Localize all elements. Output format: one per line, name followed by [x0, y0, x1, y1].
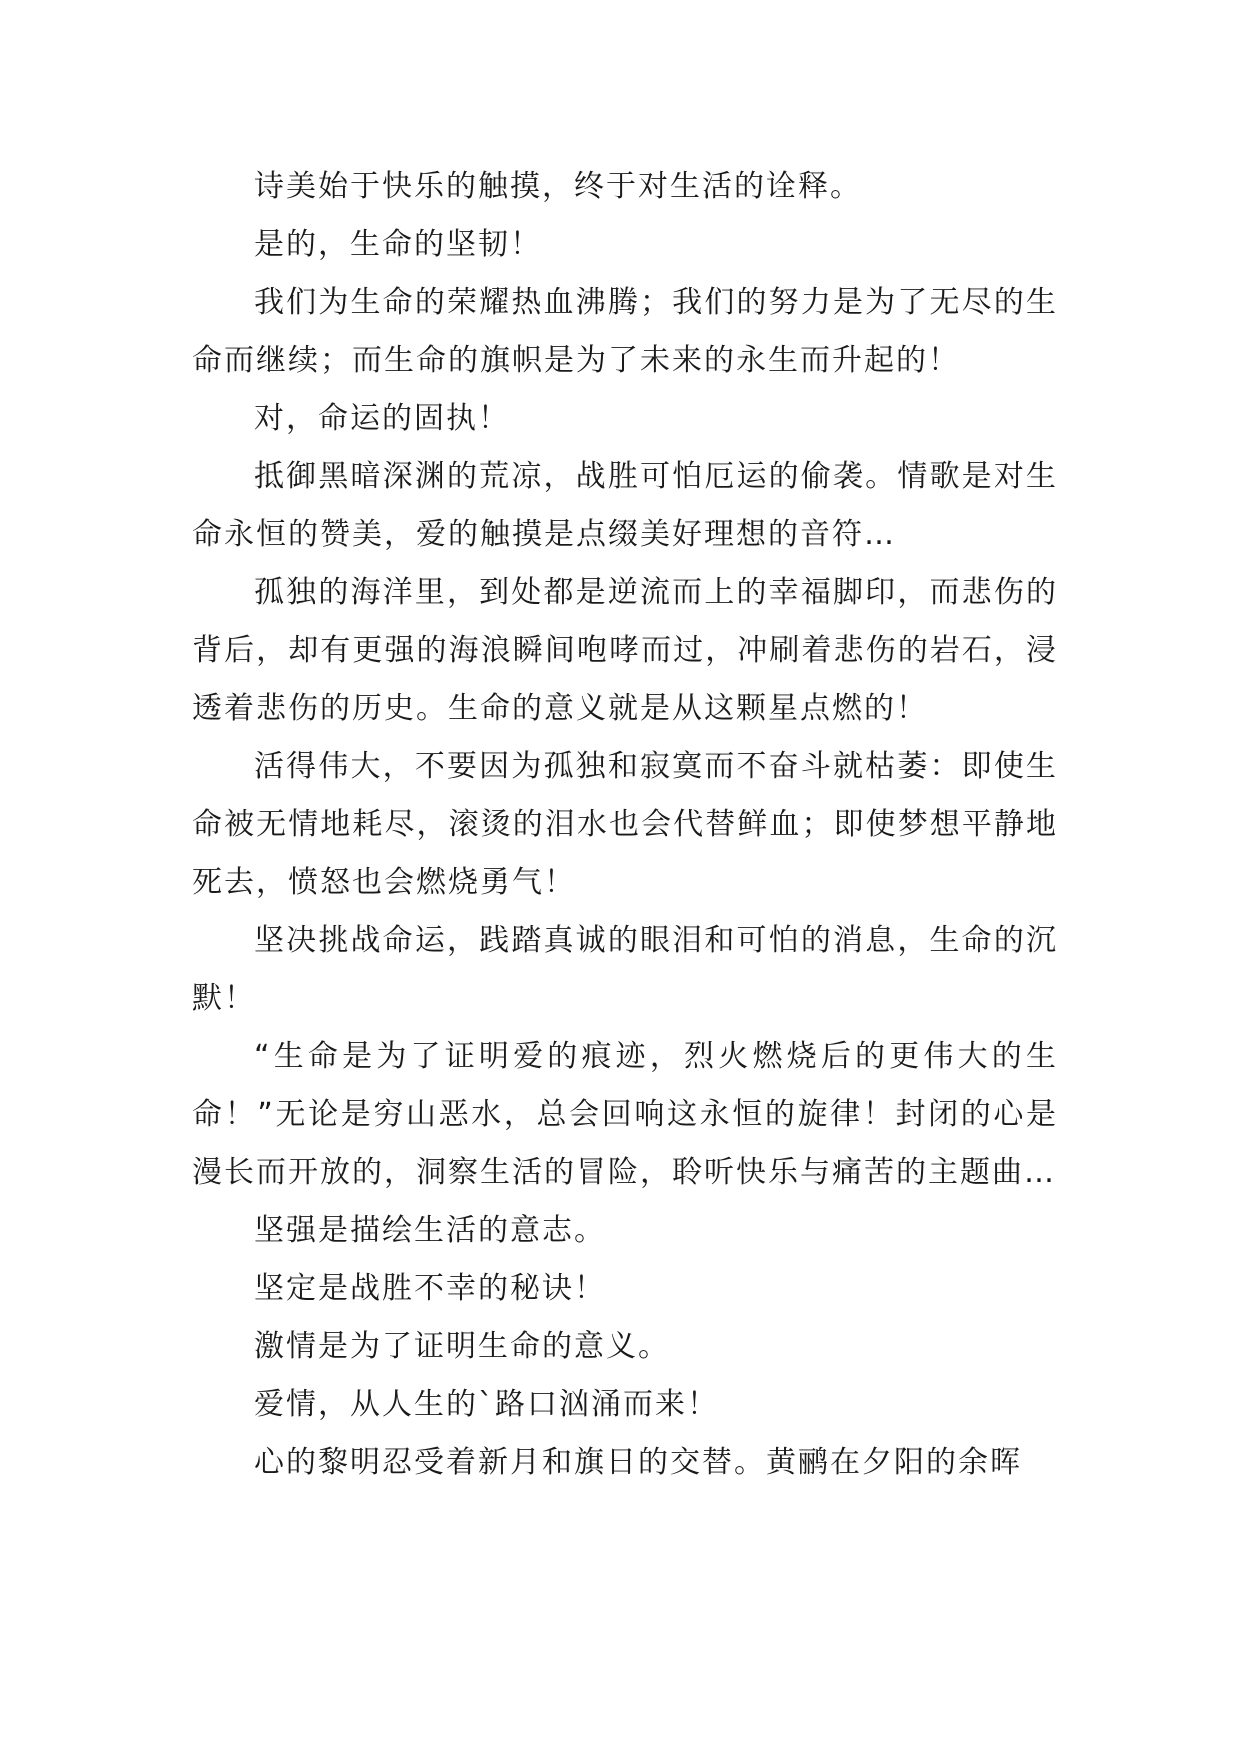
paragraph: 孤独的海洋里，到处都是逆流而上的幸福脚印，而悲伤的背后，却有更强的海浪瞬间咆哮而过，冲刷着悲伤的岩石，浸透着悲伤的历史。生命的意义就是从这颗星点燃的！: [192, 575, 1058, 726]
paragraph: 心的黎明忍受着新月和旗日的交替。黄鹂在夕阳的余晖: [254, 1445, 1022, 1480]
paragraph: 坚定是战胜不幸的秘诀！: [254, 1271, 606, 1306]
paragraph: 抵御黑暗深渊的荒凉，战胜可怕厄运的偷袭。情歌是对生命永恒的赞美，爱的触摸是点缀美好理想的音符…: [192, 459, 1058, 552]
paragraph: 是的，生命的坚韧！: [254, 227, 542, 262]
paragraph: 对，命运的固执！: [254, 401, 510, 436]
paragraph: 我们为生命的荣耀热血沸腾；我们的努力是为了无尽的生命而继续；而生命的旗帜是为了未来的永生而升起的！: [192, 285, 1058, 378]
paragraph: 诗美始于快乐的触摸，终于对生活的诠释。: [254, 169, 862, 204]
paragraph: 激情是为了证明生命的意义。: [254, 1329, 670, 1364]
paragraph: 坚强是描绘生活的意志。: [254, 1213, 606, 1248]
article-body: [192, 158, 1058, 1492]
paragraph: 爱情，从人生的`路口汹涌而来！: [254, 1387, 719, 1422]
paragraph: 活得伟大，不要因为孤独和寂寞而不奋斗就枯萎：即使生命被无情地耗尽，滚烫的泪水也会代替鲜血；即使梦想平静地死去，愤怒也会燃烧勇气！: [192, 749, 1058, 900]
paragraph: 坚决挑战命运，践踏真诚的眼泪和可怕的消息，生命的沉默！: [192, 923, 1058, 1016]
paragraph: “生命是为了证明爱的痕迹，烈火燃烧后的更伟大的生命！”无论是穷山恶水，总会回响这永恒的旋律！封闭的心是漫长而开放的，洞察生活的冒险，聆听快乐与痛苦的主题曲…: [192, 1039, 1058, 1190]
